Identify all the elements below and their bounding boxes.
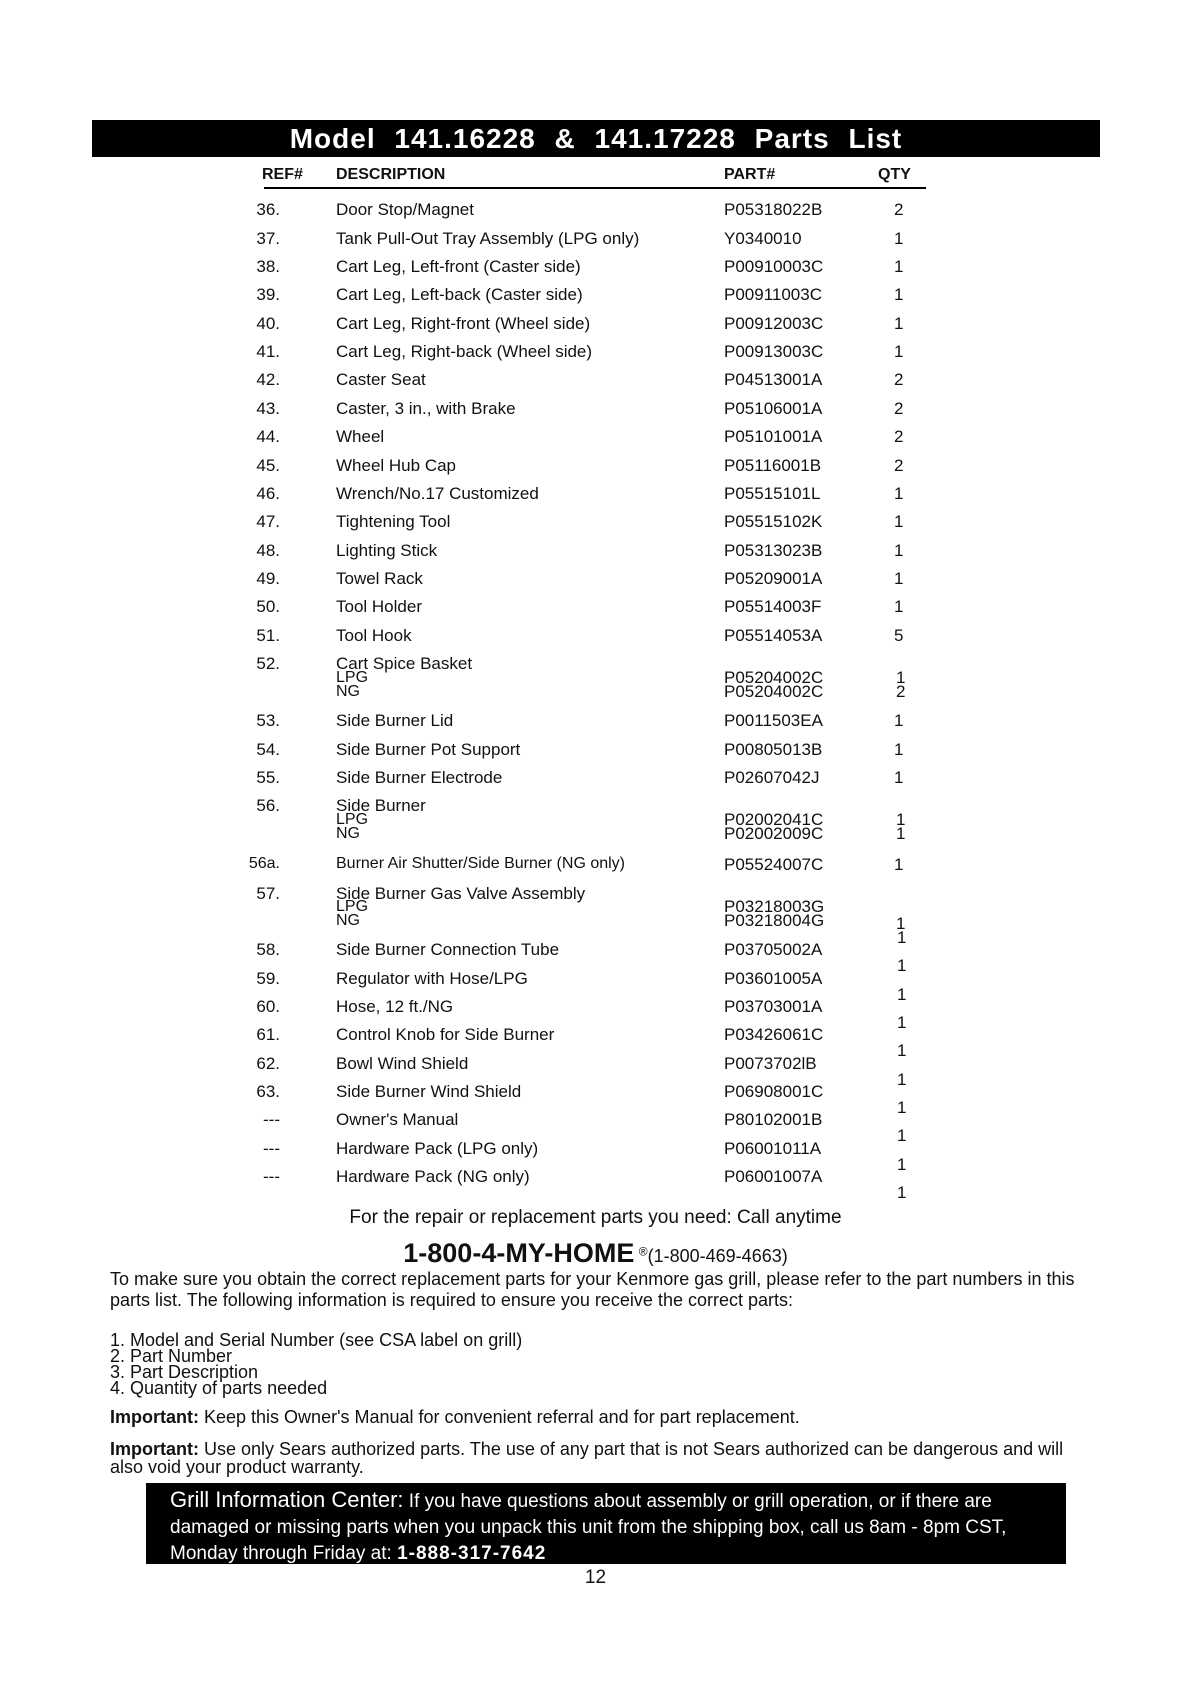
ref-cell: --- (263, 1139, 280, 1158)
qty-cell: 2 (894, 200, 904, 219)
description-cell: Door Stop/Magnet (336, 200, 474, 219)
part-cell: P0011503EA (724, 711, 823, 730)
qty-cell: 2 (894, 399, 904, 418)
part-cell: P04513001A (724, 370, 823, 389)
qty-cell: 2 (896, 682, 906, 701)
ref-cell: 52. (256, 654, 280, 673)
ref-cell: 63. (256, 1082, 280, 1101)
ref-cell: 48. (256, 541, 280, 560)
description-cell: Side Burner Connection Tube (336, 940, 560, 959)
ref-cell: 39. (256, 285, 280, 304)
description-cell: Cart Leg, Right-back (Wheel side) (336, 342, 593, 361)
ref-cell: 41. (256, 342, 280, 361)
part-cell: P02002041C (724, 810, 824, 829)
part-cell: P03218004G (724, 911, 825, 930)
description-cell: Side Burner (336, 796, 426, 815)
qty-cell: 1 (897, 1041, 907, 1060)
qty-cell: 1 (897, 1183, 907, 1202)
part-cell: P02607042J (724, 768, 820, 787)
part-cell: P03601005A (724, 969, 823, 988)
description-cell: Cart Spice Basket (336, 654, 473, 673)
important-note-parts (110, 1440, 1090, 1476)
qty-cell: 1 (897, 1155, 907, 1174)
description-cell: Hose, 12 ft./NG (336, 997, 454, 1016)
ref-cell: 57. (256, 884, 280, 903)
qty-cell: 1 (896, 824, 906, 843)
info-text: If you have questions about assembly or grill operation, or if there are (403, 1491, 992, 1512)
part-cell: P03218003G (724, 897, 825, 916)
ref-cell: 40. (256, 314, 280, 333)
ref-cell: 59. (256, 969, 280, 988)
ref-cell: 55. (256, 768, 280, 787)
description-cell: Tightening Tool (336, 512, 451, 531)
part-cell: P03426061C (724, 1025, 824, 1044)
ref-cell: 49. (256, 569, 280, 588)
qty-cell: 1 (894, 740, 904, 759)
ref-cell: 37. (256, 229, 280, 248)
list-item: 3. Part Description (110, 1362, 259, 1382)
part-cell: P0073702lB (724, 1054, 817, 1073)
description-cell: Cart Leg, Right-front (Wheel side) (336, 314, 591, 333)
ref-cell: 53. (256, 711, 280, 730)
part-cell: Y0340010 (724, 229, 802, 248)
important-label: Important: (110, 1407, 199, 1427)
lpg-label: LPG (336, 669, 369, 686)
description-cell: Lighting Stick (336, 541, 438, 560)
qty-cell: 1 (894, 512, 904, 531)
part-cell: P00805013B (724, 740, 823, 759)
ref-cell: 56a. (248, 855, 280, 872)
description-cell: Tool Holder (336, 597, 422, 616)
ref-cell: --- (263, 1110, 280, 1129)
part-cell: P00912003C (724, 314, 824, 333)
intro-paragraph: To make sure you obtain the correct replacement parts for your Kenmore gas grill, please refer to the part numbers in this parts list. The following information is required to ensure you receive the correct parts: (110, 1269, 1075, 1310)
qty-cell: 1 (897, 1013, 907, 1032)
part-cell: P05514053A (724, 626, 823, 645)
page-number: 12 (584, 1567, 607, 1588)
qty-cell: 1 (897, 1098, 907, 1117)
ref-cell: 61. (256, 1025, 280, 1044)
description-cell: Wrench/No.17 Customized (336, 484, 539, 503)
description-cell: Caster, 3 in., with Brake (336, 399, 516, 418)
phone-number: 1-800-4-MY-HOME (403, 1238, 635, 1268)
description-cell: Cart Leg, Left-back (Caster side) (336, 285, 583, 304)
description-cell: Towel Rack (336, 569, 423, 588)
qty-cell: 1 (894, 569, 904, 588)
list-item: 2. Part Number (110, 1346, 233, 1366)
part-cell: P80102001B (724, 1110, 823, 1129)
required-info-list (110, 1332, 522, 1396)
part-cell: P05101001A (724, 427, 823, 446)
lpg-label: LPG (336, 811, 369, 828)
ng-label: NG (336, 825, 360, 842)
qty-cell: 1 (897, 956, 907, 975)
info-phone: 1-888-317-7642 (397, 1543, 547, 1564)
description-cell: Burner Air Shutter/Side Burner (NG only) (336, 855, 626, 872)
description-cell: Bowl Wind Shield (336, 1054, 469, 1073)
ref-cell: 44. (256, 427, 280, 446)
ref-cell: 47. (256, 512, 280, 531)
description-cell: Control Knob for Side Burner (336, 1025, 555, 1044)
description-header: DESCRIPTION (336, 166, 446, 183)
part-cell: P00910003C (724, 257, 824, 276)
important-label: Important: (110, 1439, 199, 1459)
part-cell: P03705002A (724, 940, 823, 959)
qty-cell: 2 (894, 427, 904, 446)
description-cell: Caster Seat (336, 370, 426, 389)
ref-cell: 62. (256, 1054, 280, 1073)
description-cell: Owner's Manual (336, 1110, 459, 1129)
description-cell: Side Burner Electrode (336, 768, 503, 787)
info-text: damaged or missing parts when you unpack this unit from the shipping box, call us 8am - 8pm CST, (170, 1517, 1007, 1538)
important-text: Keep this Owner's Manual for convenient referral and for part replacement. (199, 1407, 800, 1427)
ref-cell: 51. (256, 626, 280, 645)
part-cell: P00913003C (724, 342, 824, 361)
qty-cell: 2 (894, 370, 904, 389)
description-cell: Side Burner Lid (336, 711, 454, 730)
part-cell: P00911003C (724, 285, 822, 304)
qty-cell: 1 (896, 668, 906, 687)
ref-cell: 36. (256, 200, 280, 219)
description-cell: Tool Hook (336, 626, 412, 645)
qty-cell: 1 (894, 711, 904, 730)
description-cell: Side Burner Gas Valve Assembly (336, 884, 586, 903)
header-divider (264, 187, 926, 189)
part-cell: P05209001A (724, 569, 823, 588)
grill-information-center (146, 1483, 1066, 1564)
important-note-manual (110, 1407, 1090, 1428)
info-text: Monday through Friday at: (170, 1543, 398, 1564)
qty-cell: 1 (894, 597, 904, 616)
part-cell: P05515102K (724, 512, 823, 531)
call-anytime-text: For the repair or replacement parts you need: Call anytime (349, 1207, 842, 1228)
qty-cell: 1 (897, 985, 907, 1004)
ng-label: NG (336, 912, 360, 929)
qty-cell: 1 (894, 285, 904, 304)
phone-alt: (1-800-469-4663) (647, 1246, 788, 1266)
qty-cell: 1 (897, 1070, 907, 1089)
info-title: Grill Information Center: (170, 1487, 404, 1512)
qty-cell: 2 (894, 456, 904, 475)
list-item: 4. Quantity of parts needed (110, 1378, 328, 1398)
part-cell: P05318022B (724, 200, 823, 219)
description-cell: Side Burner Pot Support (336, 740, 521, 759)
part-cell: P03703001A (724, 997, 823, 1016)
qty-cell: 1 (894, 768, 904, 787)
registered-mark: ® (638, 1244, 648, 1259)
description-cell: Hardware Pack (NG only) (336, 1167, 530, 1186)
qty-cell: 1 (897, 928, 907, 947)
part-cell: P06908001C (724, 1082, 824, 1101)
qty-cell: 1 (894, 342, 904, 361)
important-text: Use only Sears authorized parts. The use of any part that is not Sears authorized can be dangerous and will also void your product warranty. (110, 1439, 1064, 1477)
ref-cell: 54. (256, 740, 280, 759)
ref-cell: 38. (256, 257, 280, 276)
ref-cell: --- (263, 1167, 280, 1186)
service-phone (0, 1238, 1191, 1269)
ref-cell: 45. (256, 456, 280, 475)
qty-cell: 1 (894, 229, 904, 248)
ref-cell: 50. (256, 597, 280, 616)
qty-cell: 1 (894, 541, 904, 560)
ref-cell: 43. (256, 399, 280, 418)
description-cell: Wheel (336, 427, 385, 446)
description-cell: Tank Pull-Out Tray Assembly (LPG only) (336, 229, 640, 248)
part-cell: P05116001B (724, 456, 822, 475)
qty-cell: 1 (896, 914, 906, 933)
ref-cell: 60. (256, 997, 280, 1016)
part-cell: P06001011A (724, 1139, 822, 1158)
part-cell: P05524007C (724, 855, 824, 874)
qty-cell: 1 (894, 484, 904, 503)
qty-cell: 1 (897, 1126, 907, 1145)
part-cell: P05204002C (724, 682, 824, 701)
ref-cell: 56. (256, 796, 280, 815)
qty-cell: 5 (894, 626, 904, 645)
part-cell: P05313023B (724, 541, 823, 560)
qty-header: QTY (878, 166, 911, 183)
lpg-label: LPG (336, 898, 369, 915)
ref-cell: 58. (256, 940, 280, 959)
qty-cell: 1 (894, 855, 904, 874)
part-cell: P05204002C (724, 668, 824, 687)
qty-cell: 1 (896, 810, 906, 829)
part-cell: P02002009C (724, 824, 824, 843)
description-cell: Side Burner Wind Shield (336, 1082, 522, 1101)
part-header: PART# (724, 166, 776, 183)
qty-cell: 1 (894, 314, 904, 333)
ref-header: REF# (262, 166, 303, 183)
ref-cell: 46. (256, 484, 280, 503)
parts-list-banner: Model 141.16228 & 141.17228 Parts List (92, 120, 1100, 157)
part-cell: P06001007A (724, 1167, 823, 1186)
part-cell: P05106001A (724, 399, 823, 418)
description-cell: Hardware Pack (LPG only) (336, 1139, 539, 1158)
ref-cell: 42. (256, 370, 280, 389)
description-cell: Regulator with Hose/LPG (336, 969, 528, 988)
list-item: 1. Model and Serial Number (see CSA label on grill) (110, 1330, 523, 1350)
part-cell: P05514003F (724, 597, 822, 616)
ng-label: NG (336, 683, 360, 700)
description-cell: Wheel Hub Cap (336, 456, 457, 475)
qty-cell: 1 (894, 257, 904, 276)
part-cell: P05515101L (724, 484, 821, 503)
description-cell: Cart Leg, Left-front (Caster side) (336, 257, 581, 276)
